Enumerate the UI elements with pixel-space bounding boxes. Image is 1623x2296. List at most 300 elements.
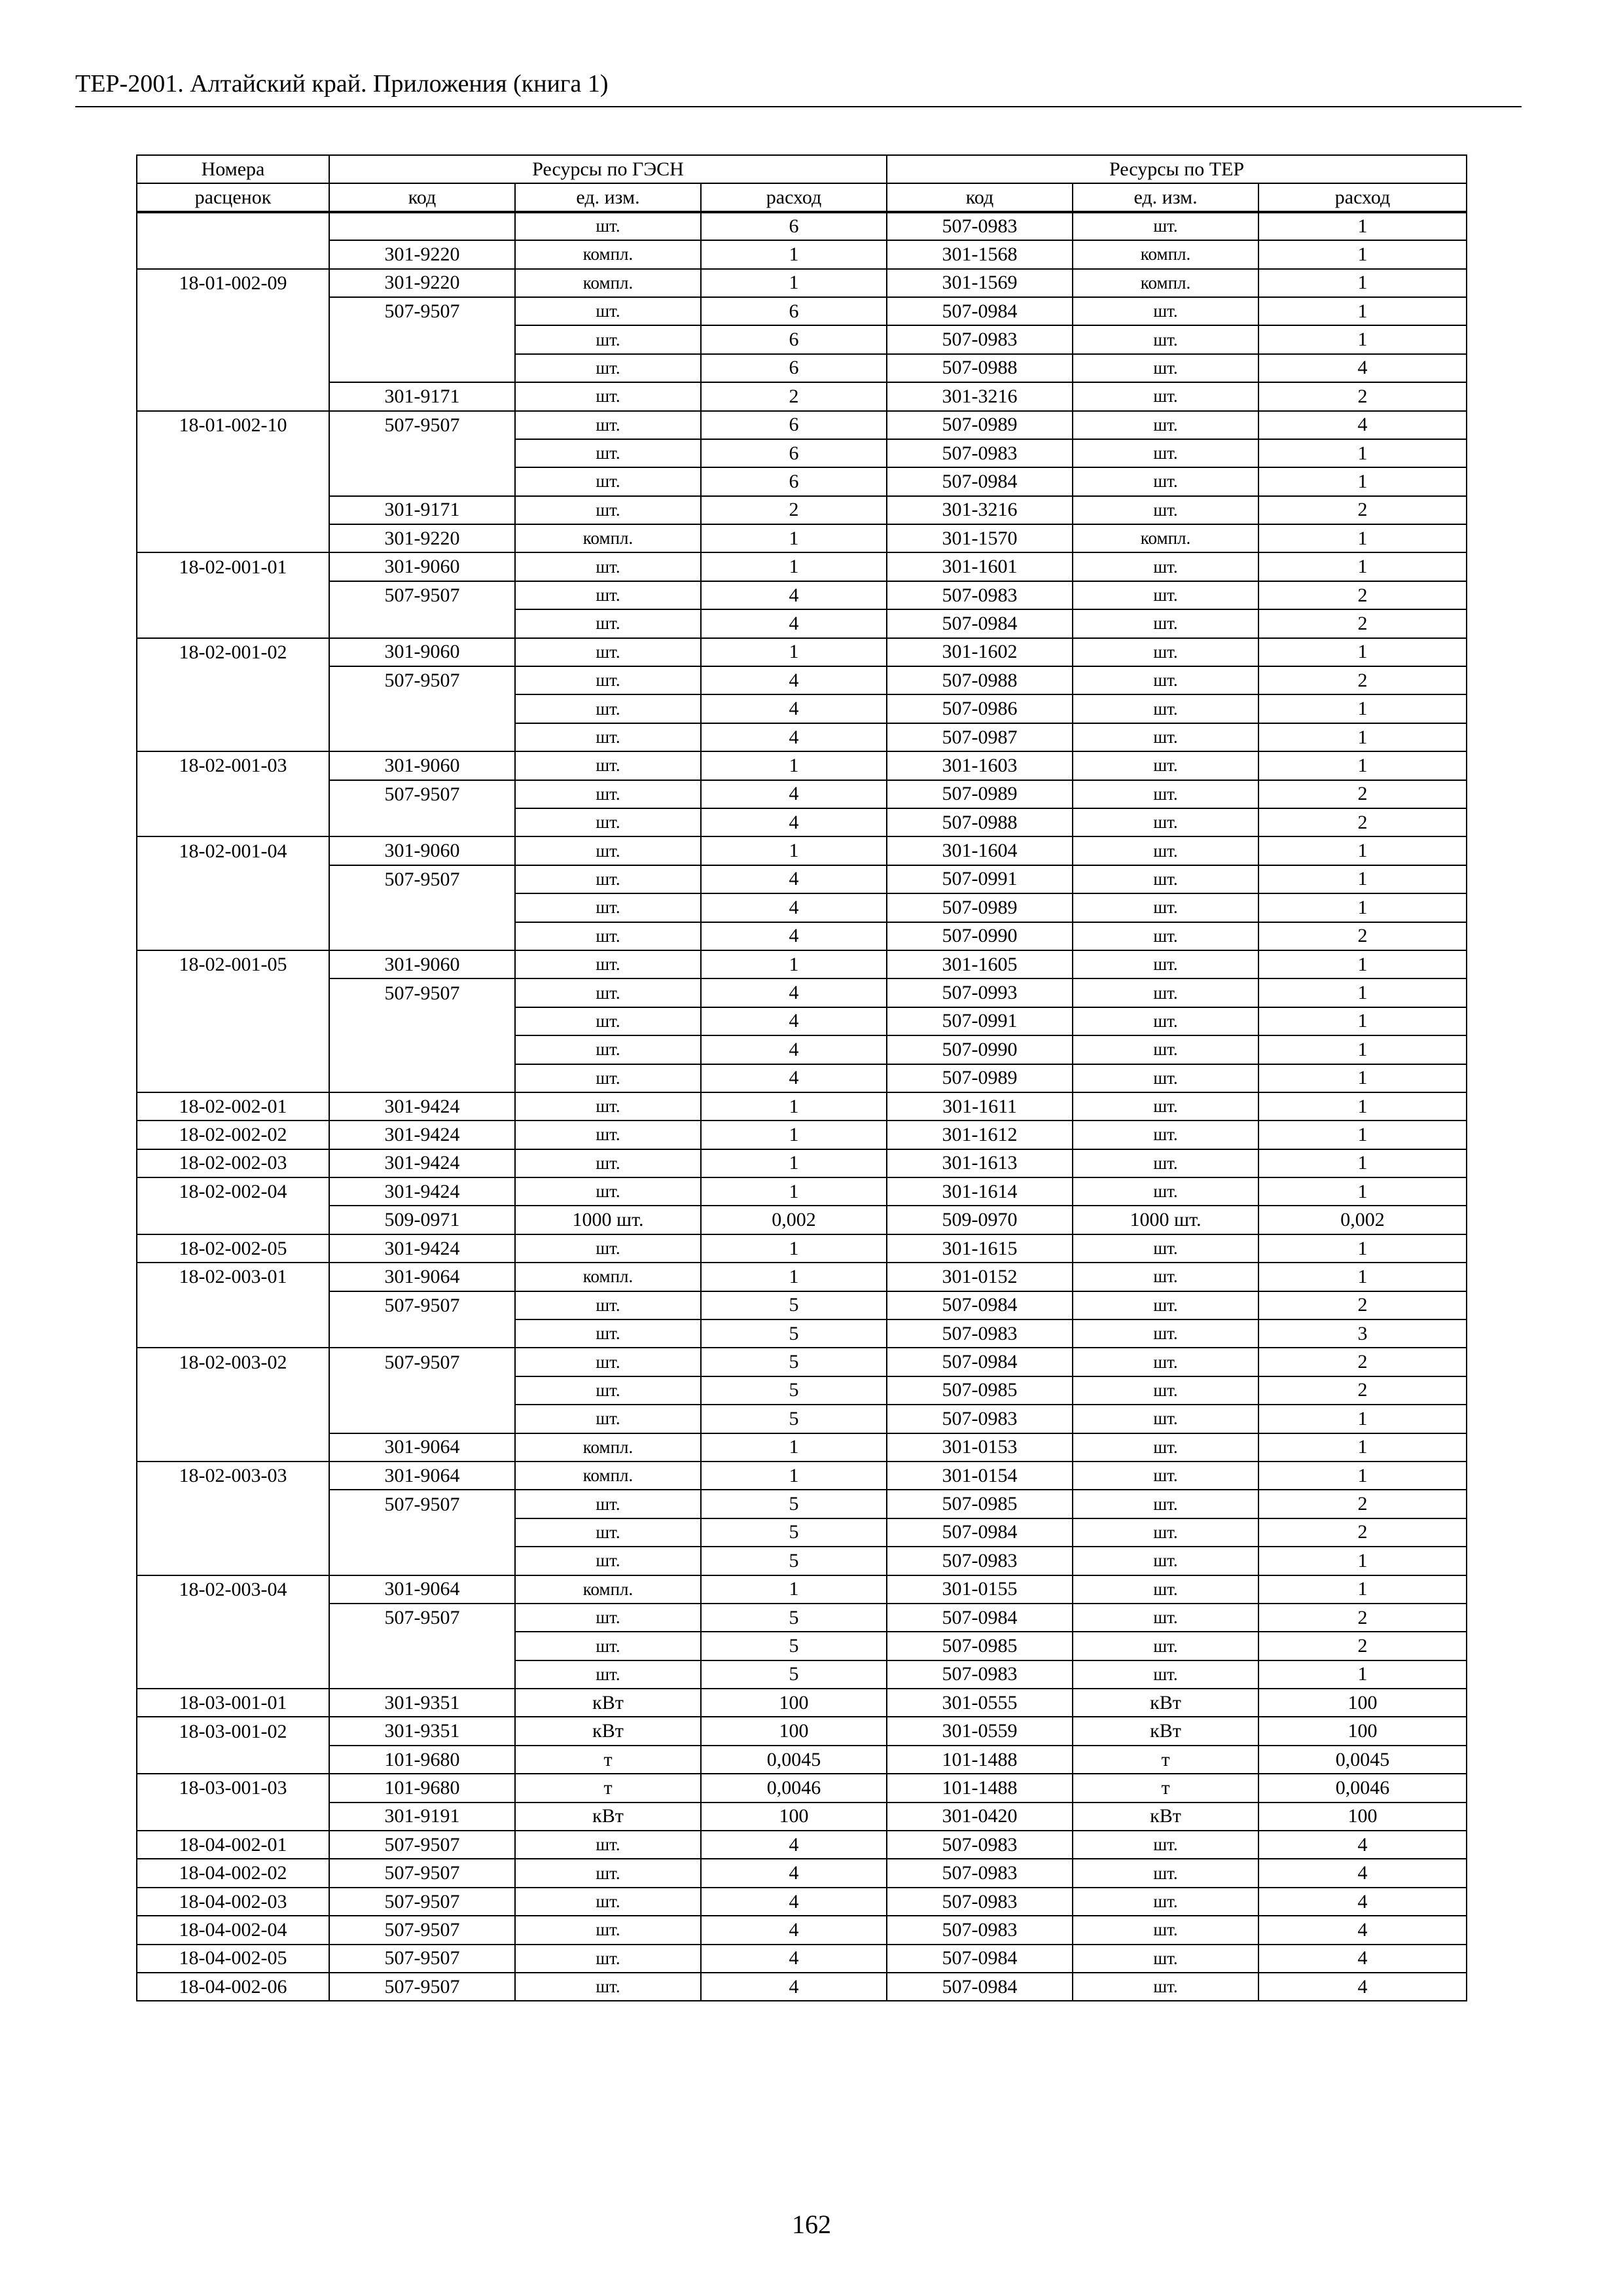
gesn-qty-cell: 4 (701, 666, 887, 694)
ter-unit-cell: шт. (1073, 836, 1258, 865)
rate-number-cell (137, 382, 329, 410)
gesn-qty-cell: 1 (701, 1263, 887, 1291)
ter-qty-cell: 2 (1258, 1376, 1467, 1405)
gesn-qty-cell: 5 (701, 1632, 887, 1660)
gesn-code-cell (329, 1319, 515, 1348)
rate-number-cell (137, 1547, 329, 1575)
gesn-qty-cell: 100 (701, 1717, 887, 1745)
rate-number-cell (137, 496, 329, 524)
gesn-code-cell: 301-9424 (329, 1149, 515, 1177)
gesn-code-cell: 509-0971 (329, 1206, 515, 1234)
table-row (137, 1035, 1467, 1064)
rate-number-cell (137, 865, 329, 893)
gesn-unit-cell: шт. (515, 1291, 701, 1319)
ter-unit-cell: шт. (1073, 1177, 1258, 1206)
gesn-unit-cell: шт. (515, 382, 701, 410)
gesn-code-cell: 507-9507 (329, 865, 515, 893)
table-row (137, 1291, 1467, 1319)
gesn-unit-cell: шт. (515, 1348, 701, 1376)
table-row (137, 836, 1467, 865)
rate-number-cell (137, 1632, 329, 1660)
gesn-unit-cell: шт. (515, 638, 701, 666)
gesn-qty-cell: 1 (701, 1462, 887, 1490)
rate-number-cell: 18-03-001-01 (137, 1689, 329, 1717)
gesn-qty-cell: 1 (701, 1177, 887, 1206)
ter-unit-cell: шт. (1073, 1973, 1258, 2001)
ter-code-cell: 507-0984 (887, 467, 1073, 495)
ter-unit-cell: кВт (1073, 1717, 1258, 1745)
table-row (137, 1859, 1467, 1887)
table-row (137, 439, 1467, 467)
gesn-unit-cell: шт. (515, 922, 701, 950)
ter-unit-cell: шт. (1073, 1121, 1258, 1149)
table-row (137, 1319, 1467, 1348)
gesn-code-cell: 301-9424 (329, 1092, 515, 1121)
ter-code-cell: 301-1601 (887, 552, 1073, 581)
gesn-code-cell: 301-9060 (329, 638, 515, 666)
gesn-unit-cell: шт. (515, 1973, 701, 2001)
gesn-unit-cell: шт. (515, 552, 701, 581)
ter-qty-cell: 1 (1258, 1547, 1467, 1575)
ter-code-cell: 301-1612 (887, 1121, 1073, 1149)
ter-qty-cell: 1 (1258, 1035, 1467, 1064)
rate-number-cell (137, 439, 329, 467)
ter-unit-cell: шт. (1073, 439, 1258, 467)
ter-code-cell: 507-0985 (887, 1490, 1073, 1518)
ter-unit-cell: компл. (1073, 269, 1258, 297)
gesn-qty-cell: 6 (701, 439, 887, 467)
table-row (137, 950, 1467, 978)
gesn-unit-cell: шт. (515, 865, 701, 893)
ter-qty-cell: 1 (1258, 1064, 1467, 1092)
gesn-unit-cell: т (515, 1746, 701, 1774)
gesn-code-cell: 301-9351 (329, 1717, 515, 1745)
ter-unit-cell: шт. (1073, 694, 1258, 723)
ter-qty-cell: 4 (1258, 1945, 1467, 1973)
rate-number-cell: 18-04-002-03 (137, 1888, 329, 1916)
table-row (137, 1774, 1467, 1802)
ter-code-cell: 507-0983 (887, 212, 1073, 240)
ter-code-cell: 507-0983 (887, 439, 1073, 467)
rate-number-cell (137, 1291, 329, 1319)
rate-number-cell: 18-02-003-02 (137, 1348, 329, 1376)
table-row (137, 1206, 1467, 1234)
rate-number-cell (137, 1007, 329, 1035)
gesn-code-cell: 507-9507 (329, 1831, 515, 1859)
rate-number-cell: 18-04-002-04 (137, 1916, 329, 1944)
ter-code-cell: 301-1615 (887, 1234, 1073, 1263)
ter-qty-cell: 4 (1258, 1973, 1467, 2001)
gesn-unit-cell: шт. (515, 1149, 701, 1177)
gesn-unit-cell: шт. (515, 1319, 701, 1348)
gesn-qty-cell: 6 (701, 212, 887, 240)
ter-code-cell: 507-0983 (887, 1547, 1073, 1575)
ter-code-cell: 507-0993 (887, 978, 1073, 1007)
table-row (137, 1405, 1467, 1433)
gesn-unit-cell: шт. (515, 950, 701, 978)
ter-qty-cell: 2 (1258, 1604, 1467, 1632)
table-row (137, 552, 1467, 581)
gesn-qty-cell: 1 (701, 1121, 887, 1149)
ter-unit-cell: шт. (1073, 1234, 1258, 1263)
gesn-unit-cell: шт. (515, 212, 701, 240)
gesn-qty-cell: 5 (701, 1660, 887, 1689)
ter-qty-cell: 2 (1258, 666, 1467, 694)
ter-unit-cell: шт. (1073, 1632, 1258, 1660)
gesn-code-cell (329, 808, 515, 836)
rate-number-cell: 18-04-002-06 (137, 1973, 329, 2001)
ter-code-cell: 507-0983 (887, 1831, 1073, 1859)
rate-number-cell (137, 1405, 329, 1433)
gesn-unit-cell: шт. (515, 1121, 701, 1149)
ter-qty-cell: 1 (1258, 893, 1467, 922)
ter-qty-cell: 1 (1258, 950, 1467, 978)
gesn-qty-cell: 4 (701, 978, 887, 1007)
gesn-code-cell: 507-9507 (329, 581, 515, 609)
table-row (137, 1831, 1467, 1859)
gesn-qty-cell: 4 (701, 1945, 887, 1973)
ter-unit-cell: кВт (1073, 1803, 1258, 1831)
rate-number-cell: 18-02-003-01 (137, 1263, 329, 1291)
table-row (137, 1945, 1467, 1973)
ter-code-cell: 507-0984 (887, 1973, 1073, 2001)
rate-number-cell (137, 893, 329, 922)
table-row (137, 1149, 1467, 1177)
ter-qty-cell: 1 (1258, 751, 1467, 780)
gesn-qty-header: расход (701, 183, 887, 211)
gesn-code-cell (329, 893, 515, 922)
gesn-code-cell (329, 467, 515, 495)
gesn-code-cell: 507-9507 (329, 1348, 515, 1376)
ter-qty-cell: 2 (1258, 581, 1467, 609)
ter-unit-cell: шт. (1073, 1092, 1258, 1121)
gesn-unit-cell: шт. (515, 354, 701, 382)
gesn-code-cell: 301-9220 (329, 269, 515, 297)
ter-code-cell: 507-0983 (887, 1888, 1073, 1916)
gesn-code-cell: 301-9351 (329, 1689, 515, 1717)
ter-qty-cell: 1 (1258, 865, 1467, 893)
ter-unit-cell: компл. (1073, 524, 1258, 552)
rate-number-cell (137, 297, 329, 325)
ter-qty-cell: 1 (1258, 552, 1467, 581)
table-row (137, 780, 1467, 808)
gesn-code-cell: 507-9507 (329, 411, 515, 439)
gesn-code-cell (329, 354, 515, 382)
rate-number-cell: 18-03-001-03 (137, 1774, 329, 1802)
table-row (137, 297, 1467, 325)
gesn-qty-cell: 5 (701, 1405, 887, 1433)
ter-unit-cell: шт. (1073, 893, 1258, 922)
rate-number-cell (137, 1064, 329, 1092)
rate-number-cell: 18-02-002-04 (137, 1177, 329, 1206)
ter-unit-cell: шт. (1073, 978, 1258, 1007)
gesn-code-cell (329, 609, 515, 637)
gesn-code-cell: 301-9424 (329, 1121, 515, 1149)
gesn-code-cell: 507-9507 (329, 1945, 515, 1973)
gesn-code-cell: 507-9507 (329, 780, 515, 808)
ter-unit-cell: шт. (1073, 1547, 1258, 1575)
gesn-qty-cell: 6 (701, 325, 887, 353)
table-row (137, 638, 1467, 666)
ter-unit-cell: шт. (1073, 1433, 1258, 1462)
gesn-unit-cell: шт. (515, 1888, 701, 1916)
gesn-unit-cell: шт. (515, 1092, 701, 1121)
ter-code-cell: 301-3216 (887, 496, 1073, 524)
ter-qty-cell: 4 (1258, 411, 1467, 439)
gesn-unit-cell: шт. (515, 1632, 701, 1660)
gesn-code-cell: 301-9191 (329, 1803, 515, 1831)
gesn-unit-cell: шт. (515, 1177, 701, 1206)
ter-qty-cell: 1 (1258, 1433, 1467, 1462)
ter-qty-cell: 2 (1258, 1518, 1467, 1547)
gesn-qty-cell: 4 (701, 1916, 887, 1944)
gesn-code-cell: 101-9680 (329, 1746, 515, 1774)
rate-number-cell: 18-02-001-03 (137, 751, 329, 780)
ter-unit-cell: шт. (1073, 780, 1258, 808)
ter-unit-cell: шт. (1073, 1831, 1258, 1859)
table-row (137, 1973, 1467, 2001)
ter-qty-cell: 1 (1258, 723, 1467, 751)
gesn-unit-cell: шт. (515, 723, 701, 751)
table-row (137, 1746, 1467, 1774)
ter-code-cell: 301-0559 (887, 1717, 1073, 1745)
gesn-code-cell: 507-9507 (329, 1888, 515, 1916)
table-row (137, 212, 1467, 240)
gesn-unit-cell: шт. (515, 609, 701, 637)
rate-number-cell: 18-02-001-05 (137, 950, 329, 978)
gesn-qty-cell: 2 (701, 382, 887, 410)
gesn-unit-cell: компл. (515, 1462, 701, 1490)
ter-code-cell: 507-0988 (887, 354, 1073, 382)
gesn-qty-cell: 1 (701, 1433, 887, 1462)
ter-code-cell: 507-0990 (887, 922, 1073, 950)
gesn-qty-cell: 5 (701, 1348, 887, 1376)
table-row (137, 922, 1467, 950)
rate-number-cell: 18-02-002-02 (137, 1121, 329, 1149)
ter-qty-cell: 1 (1258, 1149, 1467, 1177)
ter-unit-cell: шт. (1073, 638, 1258, 666)
ter-unit-cell: шт. (1073, 609, 1258, 637)
gesn-qty-cell: 5 (701, 1319, 887, 1348)
ter-qty-cell: 100 (1258, 1803, 1467, 1831)
gesn-unit-cell: шт. (515, 780, 701, 808)
gesn-code-cell: 101-9680 (329, 1774, 515, 1802)
rate-number-cell (137, 978, 329, 1007)
gesn-unit-cell: шт. (515, 1945, 701, 1973)
ter-qty-cell: 1 (1258, 694, 1467, 723)
table-row (137, 269, 1467, 297)
gesn-unit-cell: шт. (515, 1405, 701, 1433)
ter-unit-cell: компл. (1073, 240, 1258, 268)
gesn-qty-cell: 5 (701, 1376, 887, 1405)
gesn-code-cell (329, 212, 515, 240)
gesn-qty-cell: 100 (701, 1689, 887, 1717)
ter-code-cell: 507-0985 (887, 1632, 1073, 1660)
ter-qty-cell: 1 (1258, 1177, 1467, 1206)
ter-unit-cell: т (1073, 1774, 1258, 1802)
ter-unit-cell: кВт (1073, 1689, 1258, 1717)
gesn-code-cell: 507-9507 (329, 1859, 515, 1887)
table-row (137, 240, 1467, 268)
gesn-qty-cell: 4 (701, 723, 887, 751)
ter-unit-cell: шт. (1073, 1149, 1258, 1177)
table-row (137, 1064, 1467, 1092)
ter-unit-cell: шт. (1073, 723, 1258, 751)
ter-code-cell: 301-1614 (887, 1177, 1073, 1206)
table-row (137, 1632, 1467, 1660)
rate-number-cell (137, 609, 329, 637)
ter-unit-cell: шт. (1073, 808, 1258, 836)
ter-unit-cell: шт. (1073, 1490, 1258, 1518)
gesn-qty-cell: 4 (701, 1007, 887, 1035)
table-row (137, 411, 1467, 439)
gesn-qty-cell: 0,0046 (701, 1774, 887, 1802)
table-row (137, 382, 1467, 410)
gesn-qty-cell: 2 (701, 496, 887, 524)
group-ter-header: Ресурсы по ТЕР (887, 155, 1467, 183)
gesn-unit-cell: шт. (515, 496, 701, 524)
document-title: ТЕР-2001. Алтайский край. Приложения (книга 1) (75, 70, 609, 98)
ter-unit-cell: шт. (1073, 467, 1258, 495)
gesn-code-cell (329, 1660, 515, 1689)
gesn-code-cell: 301-9424 (329, 1177, 515, 1206)
gesn-qty-cell: 4 (701, 780, 887, 808)
ter-qty-cell: 100 (1258, 1717, 1467, 1745)
gesn-code-cell: 507-9507 (329, 1916, 515, 1944)
ter-qty-cell: 2 (1258, 1348, 1467, 1376)
ter-unit-cell: шт. (1073, 496, 1258, 524)
ter-qty-cell: 4 (1258, 1831, 1467, 1859)
ter-code-cell: 301-1611 (887, 1092, 1073, 1121)
ter-unit-cell: шт. (1073, 1916, 1258, 1944)
gesn-qty-cell: 1 (701, 1234, 887, 1263)
ter-qty-cell: 2 (1258, 922, 1467, 950)
ter-unit-cell: шт. (1073, 1291, 1258, 1319)
ter-unit-cell: шт. (1073, 1035, 1258, 1064)
gesn-qty-cell: 100 (701, 1803, 887, 1831)
table-row (137, 524, 1467, 552)
rate-number-cell (137, 581, 329, 609)
gesn-code-cell: 301-9060 (329, 836, 515, 865)
gesn-unit-cell: шт. (515, 411, 701, 439)
ter-code-cell: 507-0984 (887, 1945, 1073, 1973)
col-rate-numbers-header-line2: расценок (137, 183, 329, 211)
table-row (137, 808, 1467, 836)
gesn-qty-cell: 4 (701, 694, 887, 723)
gesn-qty-cell: 1 (701, 524, 887, 552)
table-row (137, 1263, 1467, 1291)
ter-code-cell: 507-0983 (887, 1319, 1073, 1348)
ter-qty-cell: 2 (1258, 1490, 1467, 1518)
ter-unit-cell: шт. (1073, 411, 1258, 439)
gesn-code-cell (329, 1064, 515, 1092)
ter-unit-cell: шт. (1073, 1604, 1258, 1632)
ter-qty-cell: 1 (1258, 212, 1467, 240)
gesn-code-cell (329, 1035, 515, 1064)
ter-qty-cell: 4 (1258, 1916, 1467, 1944)
ter-unit-cell: шт. (1073, 1263, 1258, 1291)
table-row (137, 1433, 1467, 1462)
ter-unit-cell: шт. (1073, 1319, 1258, 1348)
ter-unit-cell: шт. (1073, 950, 1258, 978)
ter-qty-cell: 2 (1258, 609, 1467, 637)
gesn-qty-cell: 4 (701, 1973, 887, 2001)
gesn-code-cell: 301-9064 (329, 1575, 515, 1604)
gesn-unit-cell: кВт (515, 1717, 701, 1745)
ter-unit-cell: шт. (1073, 1376, 1258, 1405)
gesn-unit-cell: кВт (515, 1803, 701, 1831)
table-row (137, 978, 1467, 1007)
gesn-code-cell: 301-9064 (329, 1462, 515, 1490)
ter-qty-cell: 3 (1258, 1319, 1467, 1348)
ter-qty-cell: 1 (1258, 1660, 1467, 1689)
gesn-unit-cell: шт. (515, 467, 701, 495)
table-row (137, 1234, 1467, 1263)
rate-number-cell (137, 780, 329, 808)
ter-qty-cell: 1 (1258, 1121, 1467, 1149)
ter-qty-cell: 1 (1258, 1092, 1467, 1121)
rate-number-cell (137, 1206, 329, 1234)
ter-unit-cell: шт. (1073, 1575, 1258, 1604)
gesn-unit-cell: компл. (515, 1575, 701, 1604)
rate-number-cell: 18-02-001-02 (137, 638, 329, 666)
gesn-code-cell (329, 1007, 515, 1035)
table-row (137, 581, 1467, 609)
ter-unit-cell: т (1073, 1746, 1258, 1774)
rate-number-cell: 18-04-002-01 (137, 1831, 329, 1859)
gesn-qty-cell: 1 (701, 836, 887, 865)
gesn-qty-cell: 5 (701, 1604, 887, 1632)
ter-code-cell: 507-0984 (887, 1291, 1073, 1319)
ter-qty-cell: 1 (1258, 1405, 1467, 1433)
ter-unit-cell: шт. (1073, 922, 1258, 950)
gesn-qty-cell: 4 (701, 581, 887, 609)
ter-qty-cell: 1 (1258, 978, 1467, 1007)
rate-number-cell: 18-02-002-05 (137, 1234, 329, 1263)
ter-code-cell: 301-1605 (887, 950, 1073, 978)
ter-code-cell: 507-0983 (887, 1916, 1073, 1944)
ter-unit-cell: шт. (1073, 1462, 1258, 1490)
ter-code-cell: 507-0988 (887, 666, 1073, 694)
gesn-qty-cell: 5 (701, 1547, 887, 1575)
gesn-unit-cell: шт. (515, 1035, 701, 1064)
rate-number-cell: 18-02-002-01 (137, 1092, 329, 1121)
gesn-unit-cell: шт. (515, 581, 701, 609)
gesn-unit-cell: шт. (515, 751, 701, 780)
rate-number-cell (137, 354, 329, 382)
gesn-unit-cell: шт. (515, 1831, 701, 1859)
ter-qty-cell: 0,002 (1258, 1206, 1467, 1234)
ter-code-cell: 507-0989 (887, 893, 1073, 922)
ter-code-cell: 507-0989 (887, 780, 1073, 808)
table-row (137, 1007, 1467, 1035)
ter-qty-cell: 2 (1258, 1632, 1467, 1660)
table-row (137, 1547, 1467, 1575)
ter-unit-cell: шт. (1073, 1888, 1258, 1916)
gesn-code-cell: 301-9220 (329, 524, 515, 552)
gesn-code-cell: 301-9060 (329, 950, 515, 978)
ter-code-cell: 101-1488 (887, 1774, 1073, 1802)
ter-code-cell: 507-0984 (887, 609, 1073, 637)
ter-qty-cell: 1 (1258, 240, 1467, 268)
page-number: 162 (792, 2210, 831, 2239)
gesn-code-cell (329, 325, 515, 353)
table-row (137, 1689, 1467, 1717)
gesn-qty-cell: 4 (701, 808, 887, 836)
ter-code-cell: 507-0984 (887, 1518, 1073, 1547)
gesn-qty-cell: 1 (701, 638, 887, 666)
gesn-unit-cell: шт. (515, 1376, 701, 1405)
